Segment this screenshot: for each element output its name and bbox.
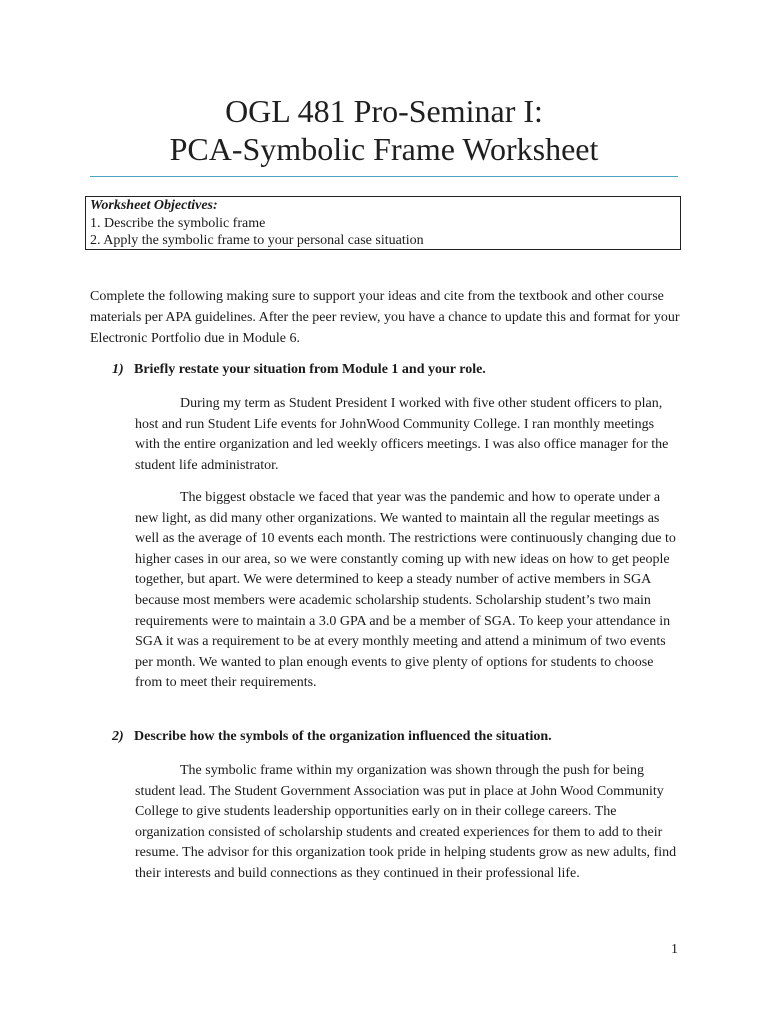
- objective-item: 2. Apply the symbolic frame to your personal case situation: [90, 233, 424, 248]
- page-title: [0, 92, 768, 168]
- question-number: 2): [112, 729, 124, 744]
- question-text: Briefly restate your situation from Module 1 and your role.: [134, 362, 486, 377]
- page-number: 1: [671, 942, 678, 957]
- objectives-box: [85, 196, 681, 250]
- title-divider: [90, 176, 678, 177]
- question-number: 1): [112, 362, 124, 377]
- title-line-2: PCA-Symbolic Frame Worksheet: [169, 131, 599, 167]
- question-heading: [112, 727, 552, 747]
- objective-item: 1. Describe the symbolic frame: [90, 215, 266, 231]
- answer-paragraph: The symbolic frame within my organization was shown through the push for being student lead. The Student Government Association was put in place at John Wood Community College to give students leadership opportunities early on in their college careers. The organization consisted of scholarship students and created experiences for them to add to their resume. The advisor for this organization took pride in helping students grow as new adults, find their interests and build connections as they continued in their professional life.: [135, 763, 677, 881]
- answer-paragraph: During my term as Student President I worked with five other student officers to plan, host and run Student Life events for JohnWood Community College. I ran monthly meetings with the entire organization and led weekly officers meetings. I was also office manager for the student life administrator.: [135, 396, 669, 473]
- objectives-heading: Worksheet Objectives:: [90, 198, 218, 213]
- answer-paragraph: The biggest obstacle we faced that year was the pandemic and how to operate under a new light, as did many other organizations. We wanted to maintain all the regular meetings as well as the average of 10 events each month. The restrictions were continuously changing due to higher cases in our area, so we were constantly coming up with new ideas on how to get people together, but apart. We were determined to keep a steady number of active members in SGA because most members were academic scholarship students. Scholarship student’s two main requirements were to maintain a 3.0 GPA and be a member of SGA. To keep your attendance in SGA it was a requirement to be at every monthly meeting and attend a minimum of two events per month. We wanted to plan enough events to give plenty of options for students to choose from to meet their requirements.: [135, 490, 676, 691]
- title-line-1: OGL 481 Pro-Seminar I:: [225, 93, 543, 129]
- question-text: Describe how the symbols of the organization influenced the situation.: [134, 729, 552, 744]
- question-heading: [112, 360, 486, 380]
- intro-paragraph: Complete the following making sure to support your ideas and cite from the textbook and other course materials per APA guidelines. After the peer review, you have a chance to update this and format for your Electronic Portfolio due in Module 6.: [90, 289, 680, 346]
